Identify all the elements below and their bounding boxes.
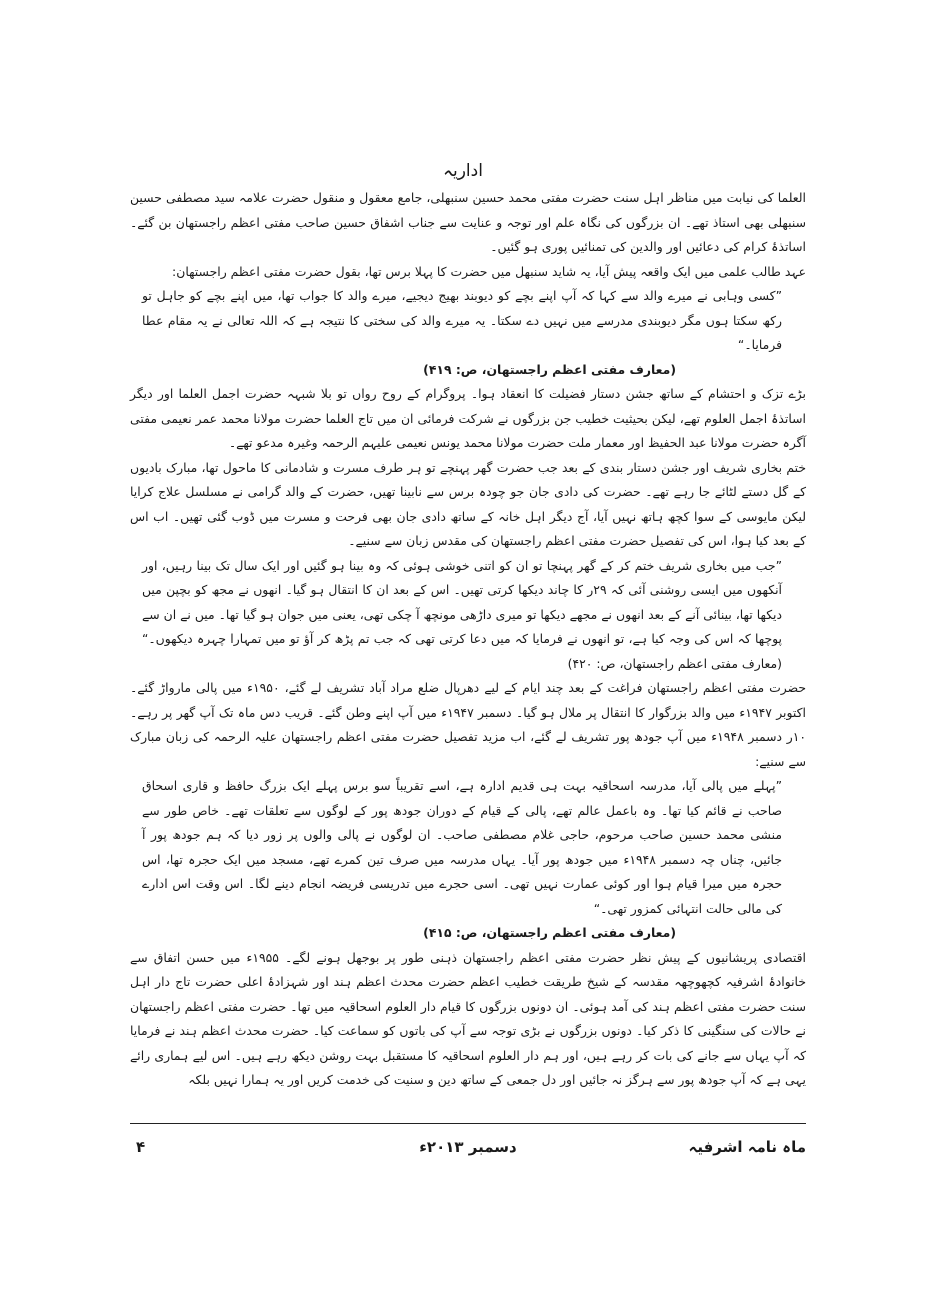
paragraph: عہد طالب علمی میں ایک واقعہ پیش آیا، یہ شاید سنبھل میں حضرت کا پہلا برس تھا، بقول حضرت مفتی اعظم راجستھان: bbox=[172, 263, 806, 279]
paragraph: ختم بخاری شریف اور جشن دستار بندی کے بعد جب حضرت گھر پہنچے تو ہر طرف مسرت و شادمانی کا ماحول تھا، مبارک بادیوں کے گل دستے لٹائے جا رہے تھے۔ حضرت کی دادی جان جو چودہ برس سے نابینا تھیں، حضرت کے والد گرامی نے مسلسل علاج کرایا لیکن مایوسی کے سوا کچھ ہاتھ نہیں آیا، آج دیگر اہل خانہ کے ساتھ دادی جان بھی فرحت و مسرت میں ڈوب گئی تھیں۔ اب اس کے بعد کیا ہوا، اس کی تفصیل حضرت مفتی اعظم راجستھان کی مقدس زبان سے سنیے۔ bbox=[130, 459, 806, 548]
page-footer bbox=[130, 1134, 806, 1160]
paragraph: اقتصادی پریشانیوں کے پیش نظر حضرت مفتی اعظم راجستھان ذہنی طور پر بوجھل ہونے لگے۔ ۱۹۵۵ء میں حسن اتفاق سے خانوادۂ اشرفیہ کچھوچھہ مقدسہ کے شیخ طریقت خطیب اعظم حضرت محدث اعظم ہند اور شہزادۂ اعلی حضرت تاج دار اہل سنت حضرت مفتی اعظم ہند کی آمد ہوئی۔ ان دونوں بزرگوں کا قیام دار العلوم اسحاقیہ میں تھا۔ حضرت مفتی اعظم راجستھان نے حالات کی سنگینی کا ذکر کیا۔ دونوں بزرگوں نے بڑی توجہ سے آپ کی باتوں کو سماعت کیا۔ حضرت محدث اعظم ہند نے فرمایا کہ آپ یہاں سے جانے کی بات کر رہے ہیں، اور ہم دار العلوم اسحاقیہ کا مستقبل بہت روشن دیکھ رہے ہیں۔ اس لیے ہماری رائے یہی ہے کہ آپ جودھ پور سے ہرگز نہ جائیں اور دل جمعی کے ساتھ دین و سنیت کی خدمت کریں اور یہ ہمارا نہیں بلکہ bbox=[130, 949, 806, 1087]
footer-divider bbox=[130, 1123, 806, 1124]
block-quote: ”جب میں بخاری شریف ختم کر کے گھر پہنچا تو ان کو اتنی خوشی ہوئی کہ وہ بینا ہو گئیں اور ایک سال تک بینا رہیں، اور آنکھوں میں ایسی روشنی آئی کہ ۲۹ر کا چاند دیکھا کرتی تھیں۔ اس کے بعد ان کا انتقال ہو گیا۔ انھوں نے مجھ کو بچپن میں دیکھا تھا، بینائی آنے کے بعد انھوں نے مجھے دیکھا تو میری داڑھی مونچھ آ چکی تھی، یعنی میں جوان ہو گیا تھا۔ میں نے ان سے پوچھا کہ اس کی وجہ کیا ہے، تو انھوں نے فرمایا کہ میں دعا کرتی تھی کہ جب تم پڑھ کر آؤ تو میں تمہارا چہرہ دیکھوں۔“ (معارف مفتی اعظم راجستھان، ص: ۴۲۰) bbox=[142, 557, 782, 671]
paragraph: حضرت مفتی اعظم راجستھان فراغت کے بعد چند ایام کے لیے دھرپال ضلع مراد آباد تشریف لے گئے، ۱۹۵۰ء میں پالی مارواڑ گئے۔ اکتوبر ۱۹۴۷ء میں والد بزرگوار کا انتقال پر ملال ہو گیا۔ دسمبر ۱۹۴۷ء میں آپ اپنے وطن گئے۔ قریب دس ماہ تک آپ گھر پر رہے۔ ۱۰ر دسمبر ۱۹۴۸ء میں آپ جودھ پور تشریف لے گئے، اب مزید تفصیل حضرت مفتی اعظم راجستھان علیہ الرحمہ کی زبان مبارک سے سنیے: bbox=[130, 680, 807, 769]
paragraph: بڑے تزک و احتشام کے ساتھ جشن دستار فضیلت کا انعقاد ہوا۔ پروگرام کے روح رواں تو بلا شبہہ حضرت اجمل العلما اور دیگر اساتذۂ اجمل العلوم تھے، لیکن بحیثیت خطیب جن بزرگوں نے شرکت فرمائی ان میں تاج العلما حضرت مولانا محمد عمر نعیمی مفتی آگرہ حضرت مولانا عبد الحفیظ اور معمار ملت حضرت مولانا محمد یونس نعیمی علیہم الرحمہ وغیرہ مدعو تھے۔ bbox=[130, 386, 806, 450]
block-quote: ”کسی وہابی نے میرے والد سے کہا کہ آپ اپنے بچے کو دیوبند بھیج دیجیے، میرے والد کا جواب تھا، میں اپنے بچے کو جاہل تو رکھ سکتا ہوں مگر دیوبندی مدرسے میں نہیں دے سکتا۔ یہ میرے والد کی سختی کا نتیجہ ہے کہ اللہ تعالی نے یہ مقام عطا فرمایا۔“ bbox=[142, 288, 782, 352]
paragraph: العلما کی نیابت میں مناظر اہل سنت حضرت مفتی محمد حسین سنبھلی، جامع معقول و منقول حضرت علامہ سید مصطفی حسین سنبھلی بھی استاذ تھے۔ ان بزرگوں کی نگاہ علم اور توجہ و عنایت سے جناب اشفاق حسین صاحب مفتی اعظم راجستھان بن گئے۔ اساتذۂ کرام کی دعائیں اور والدین کی تمنائیں پوری ہو گئیں۔ bbox=[130, 190, 806, 254]
citation: (معارف مفتی اعظم راجستھان، ص: ۴۱۵) bbox=[423, 925, 676, 940]
block-quote: ”پہلے میں پالی آیا، مدرسہ اسحاقیہ بہت ہی قدیم ادارہ ہے، اسے تقریباً سو برس پہلے ایک بزرگ حافظ و قاری اسحاق صاحب نے قائم کیا تھا۔ وہ باعمل عالم تھے، پالی کے قیام کے دوران جودھ پور کے لوگوں سے تعلقات تھے۔ خاص طور سے منشی محمد حسین صاحب مرحوم، حاجی غلام مصطفی صاحب۔ ان لوگوں نے پالی والوں پر زور دیا کہ ہم جودھ پور آ جائیں، چناں چہ دسمبر ۱۹۴۸ء میں جودھ پور آیا۔ یہاں مدرسہ میں صرف تین کمرے تھے، مسجد میں ایک حجرہ تھا، اس حجرہ میں میرا قیام ہوا اور کوئی عمارت نہیں تھی۔ اسی حجرے میں تدریسی فریضہ انجام دینے لگا۔ اس وقت اس ادارے کی مالی حالت انتہائی کمزور تھی۔“ bbox=[142, 778, 782, 916]
page-number: ۴ bbox=[136, 1138, 146, 1156]
page-header bbox=[0, 160, 926, 182]
section-title: اداریہ bbox=[443, 161, 483, 181]
article-body bbox=[130, 186, 806, 1093]
citation: (معارف مفتی اعظم راجستھان، ص: ۴۱۹) bbox=[423, 361, 676, 377]
issue-date: دسمبر ۲۰۱۳ء bbox=[419, 1138, 517, 1156]
magazine-name: ماہ نامہ اشرفیہ bbox=[688, 1138, 806, 1156]
